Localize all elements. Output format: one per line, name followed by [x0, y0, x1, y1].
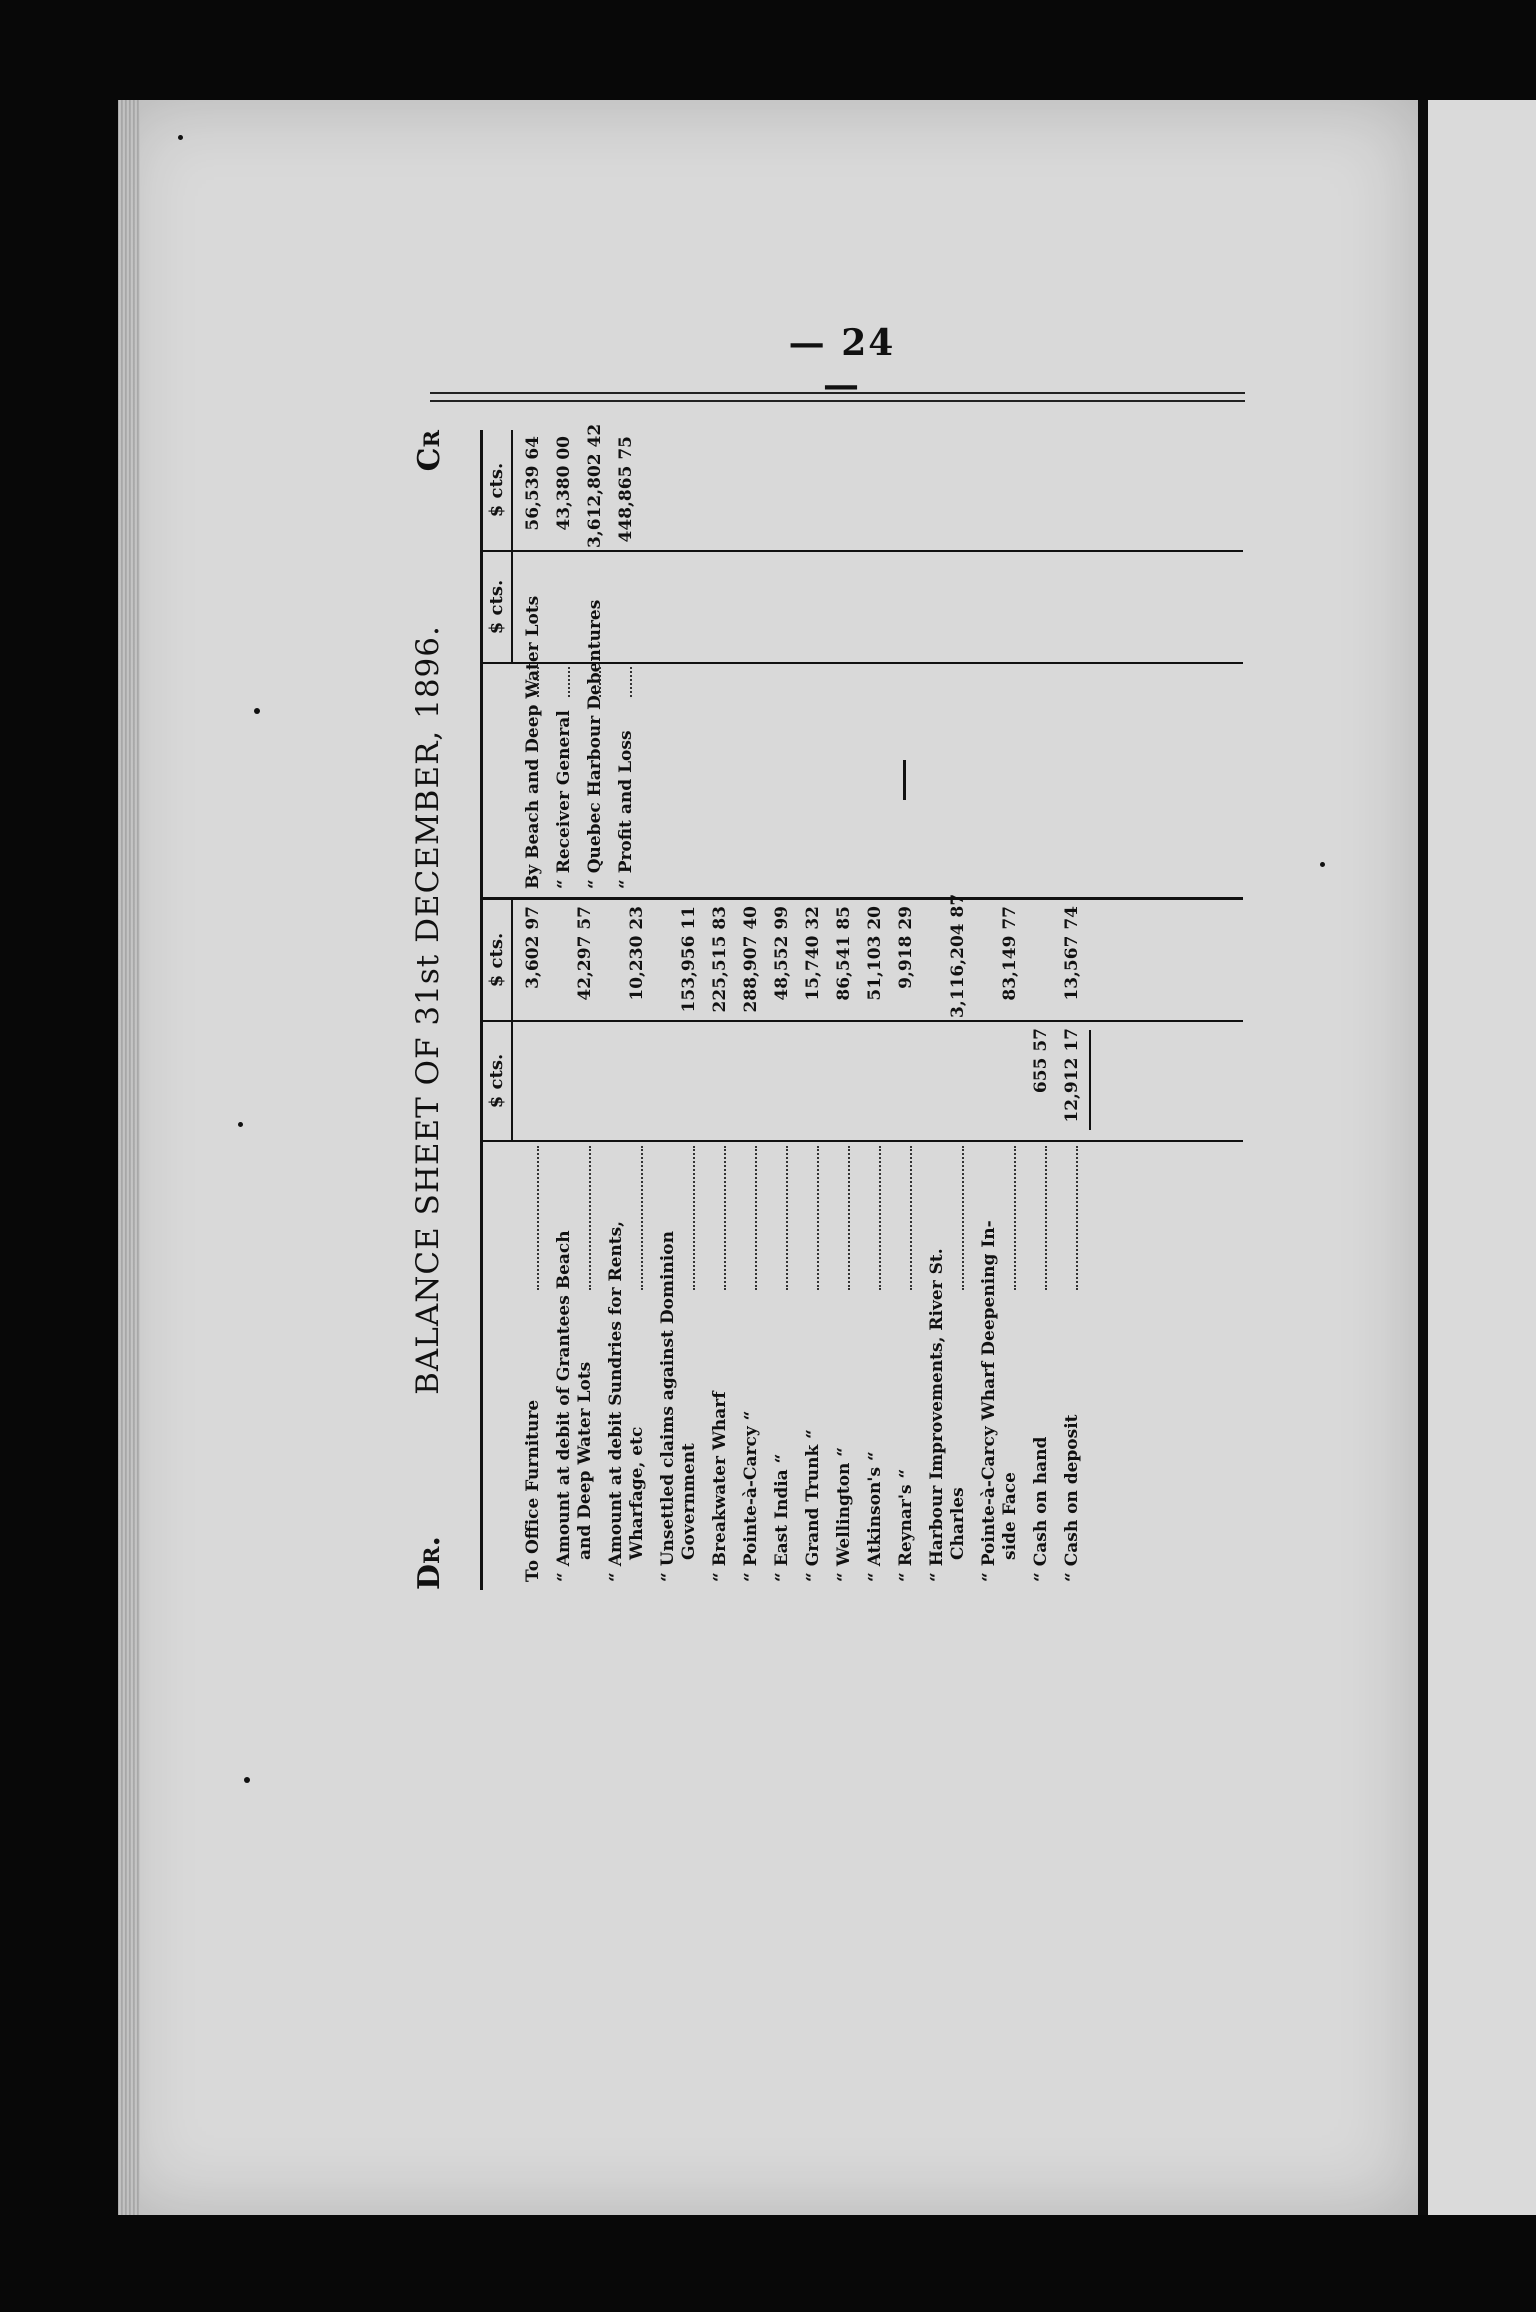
debit-side	[483, 893, 1243, 1590]
leader-dots	[879, 1146, 881, 1290]
debit-inner-column-header: $ cts.	[483, 1022, 513, 1140]
credit-outer-amount: 3,612,802 42	[585, 423, 605, 548]
leader-dots	[1076, 1146, 1078, 1290]
page-edge	[118, 100, 140, 2215]
debit-item-label	[741, 1411, 762, 1582]
title-bar	[400, 430, 460, 1590]
debit-item-continuation: and Deep Water Lots	[575, 1361, 595, 1560]
debit-item-text: “ East India “	[772, 1453, 792, 1582]
leader-dots	[848, 1146, 850, 1290]
debit-item-continuation: Wharfage, etc	[627, 1426, 647, 1560]
debit-outer-amount: 42,297 57	[575, 906, 595, 1001]
debit-outer-amount: 3,602 97	[523, 906, 543, 989]
leader-dots	[537, 667, 539, 697]
debit-item-text: “ Grand Trunk “	[803, 1429, 823, 1582]
debit-item-label	[865, 1451, 886, 1582]
debit-outer-amount: 13,567 74	[1062, 906, 1082, 1001]
debit-item-text: “ Pointe-à-Carcy “	[741, 1410, 761, 1582]
debit-item-label	[834, 1447, 855, 1582]
debit-outer-amount: 83,149 77	[1000, 906, 1020, 1001]
debit-outer-amount: 51,103 20	[865, 906, 885, 1001]
debit-column-rule	[483, 1020, 1243, 1022]
dr-label: Dr.	[412, 1536, 447, 1590]
dust-speck	[254, 708, 260, 714]
credit-item-label: “ Quebec Harbour Debentures	[585, 599, 605, 889]
leader-dots	[599, 667, 601, 697]
credit-item-label: By Beach and Deep Water Lots	[523, 595, 543, 889]
debit-item-label	[1062, 1414, 1083, 1582]
dust-speck	[1320, 862, 1325, 867]
credit-column-rule	[483, 550, 1243, 552]
debit-item-text: “ Reynar's “	[896, 1468, 916, 1582]
debit-outer-amount: 86,541 85	[834, 906, 854, 1001]
debit-item-text: “ Pointe-à-Carcy Wharf Deepening In-	[979, 1220, 999, 1582]
leader-dots	[537, 1146, 539, 1290]
credit-outer-amount: 56,539 64	[523, 436, 543, 531]
credit-outer-amount: 448,865 75	[616, 436, 636, 543]
leader-dots	[630, 667, 632, 697]
debit-outer-column-header: $ cts.	[483, 900, 513, 1020]
debit-outer-amount: 10,230 23	[627, 906, 647, 1001]
leader-dots	[786, 1146, 788, 1290]
debit-item-text: “ Cash on hand	[1031, 1436, 1051, 1582]
debit-item-label	[710, 1391, 731, 1582]
debit-item-label	[803, 1429, 824, 1582]
balance-sheet	[400, 423, 1260, 1590]
dust-speck	[244, 1777, 250, 1783]
debit-outer-amount: 225,515 83	[710, 906, 730, 1013]
debit-item-label	[523, 1400, 544, 1582]
debit-item-text: To Office Furniture	[523, 1399, 543, 1582]
debit-outer-amount: 15,740 32	[803, 906, 823, 1001]
debit-item-label	[896, 1469, 917, 1582]
debit-item-label	[772, 1454, 793, 1582]
debit-outer-amount: 9,918 29	[896, 906, 916, 989]
credit-outer-amount: 43,380 00	[554, 436, 574, 531]
debit-outer-amount: 48,552 99	[772, 906, 792, 1001]
leader-dots	[641, 1146, 643, 1290]
debit-outer-amount: 153,956 11	[679, 906, 699, 1013]
leader-dots	[755, 1146, 757, 1290]
debit-item-text: “ Harbour Improvements, River St.	[927, 1248, 947, 1582]
leader-dots	[1045, 1146, 1047, 1290]
debit-item-text: “ Breakwater Wharf	[710, 1391, 730, 1582]
debit-item-label	[927, 1248, 969, 1582]
leader-dots	[962, 1146, 964, 1290]
sheet-title: BALANCE SHEET OF 31st DECEMBER, 1896.	[410, 625, 446, 1395]
header-rule-double	[430, 400, 1245, 402]
debit-item-text: “ Atkinson's “	[865, 1451, 885, 1582]
dust-speck	[238, 1122, 243, 1127]
header-rule	[430, 392, 1245, 394]
facing-page-edge	[1428, 100, 1536, 2215]
debit-item-text: “ Amount at debit of Grantees Beach	[554, 1230, 574, 1582]
leader-dots	[589, 1146, 591, 1290]
leader-dots	[817, 1146, 819, 1290]
debit-item-text: “ Unsettled claims against Dominion	[658, 1231, 678, 1582]
debit-column-rule	[483, 1140, 1243, 1142]
leader-dots	[693, 1146, 695, 1290]
debit-item-label	[1031, 1437, 1052, 1582]
ledger-table	[480, 423, 1243, 1590]
cr-label: Cr	[412, 430, 447, 472]
ink-mark	[903, 760, 906, 800]
credit-item-label: “ Profit and Loss	[616, 730, 636, 889]
leader-dots	[568, 667, 570, 697]
debit-item-text: “ Wellington “	[834, 1446, 854, 1582]
credit-outer-column-header: $ cts.	[483, 430, 513, 550]
debit-item-continuation: Charles	[948, 1487, 968, 1560]
leader-dots	[910, 1146, 912, 1290]
debit-inner-amount: 12,912 17	[1062, 1028, 1082, 1123]
dust-speck	[178, 135, 183, 140]
debit-item-continuation: Government	[679, 1443, 699, 1560]
credit-side	[483, 423, 1243, 897]
page-number: — 24 —	[788, 322, 896, 406]
debit-outer-amount: 288,907 40	[741, 906, 761, 1013]
credit-inner-column-header: $ cts.	[483, 552, 513, 662]
subtotal-rule	[1089, 1030, 1091, 1130]
debit-item-text: “ Amount at debit Sundries for Rents,	[606, 1220, 626, 1582]
credit-item-label: “ Receiver General	[554, 710, 574, 889]
debit-item-continuation: side Face	[1000, 1472, 1020, 1560]
debit-outer-amount: 3,116,204 87	[948, 893, 968, 1018]
debit-inner-amount: 655 57	[1031, 1028, 1051, 1094]
leader-dots	[724, 1146, 726, 1290]
leader-dots	[1014, 1146, 1016, 1290]
book-gutter	[1418, 100, 1428, 2215]
debit-item-text: “ Cash on deposit	[1062, 1414, 1082, 1582]
